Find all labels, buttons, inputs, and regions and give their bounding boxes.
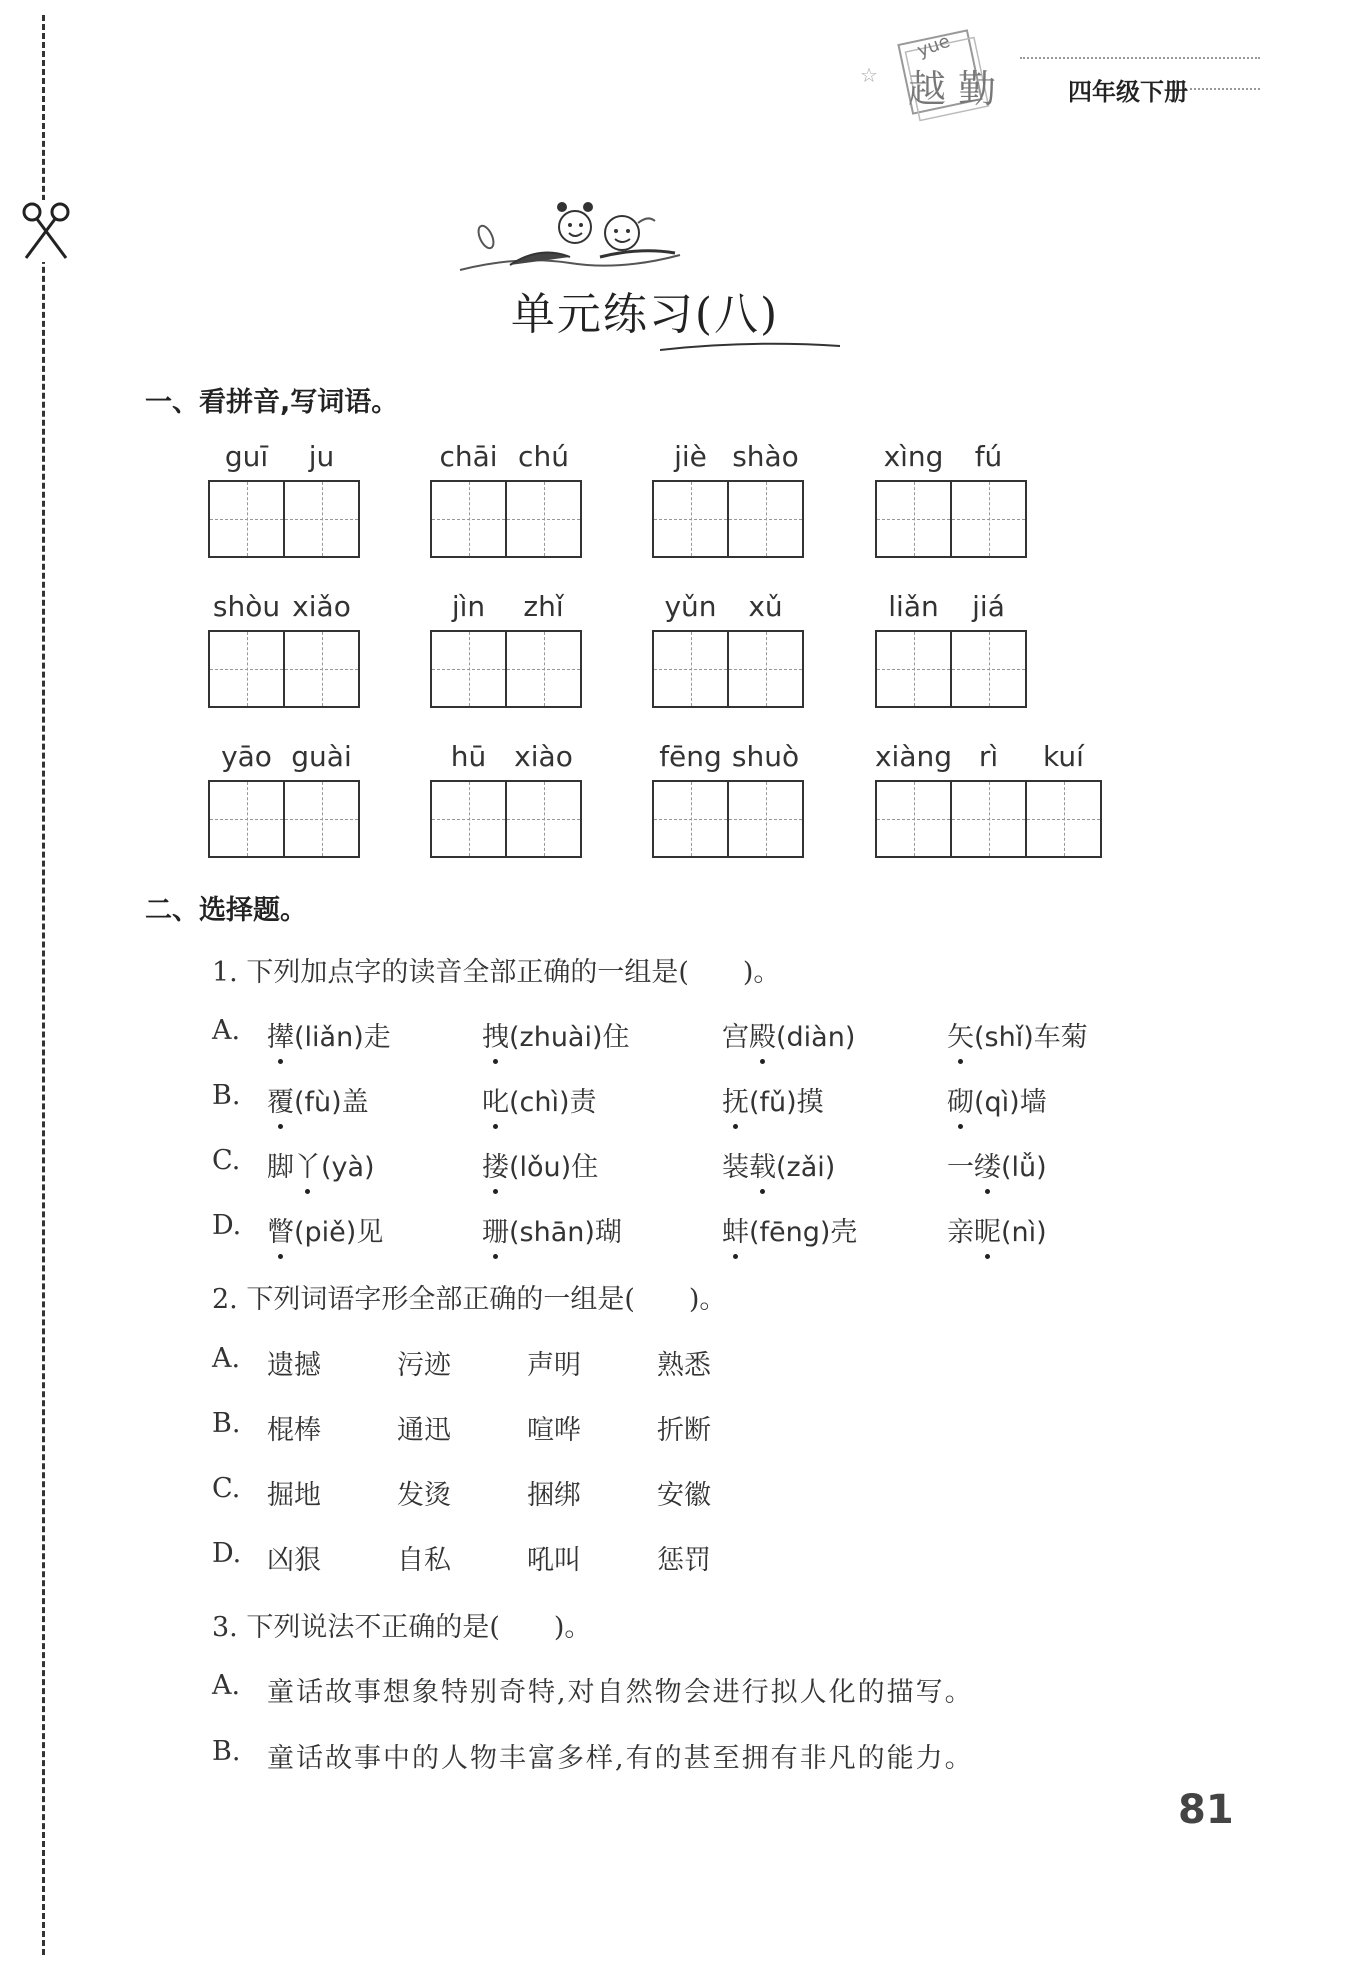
writing-box[interactable] <box>1025 780 1102 858</box>
children-illustration <box>450 185 690 285</box>
writing-box[interactable] <box>505 480 582 558</box>
q1-option-word: 撵(liǎn)走 <box>267 1015 391 1054</box>
writing-box[interactable] <box>430 480 507 558</box>
page-title: 单元练习(八) <box>510 289 780 340</box>
pinyin-syllable: jiá <box>972 590 1005 623</box>
writing-box[interactable] <box>283 630 360 708</box>
grade-label: 四年级下册 <box>1068 78 1188 106</box>
q2-option-word: 声明 <box>527 1350 581 1381</box>
pinyin-syllable: shào <box>732 440 799 473</box>
q1-option-word: 叱(chì)责 <box>482 1080 597 1119</box>
option-letter: C. <box>212 1473 241 1504</box>
q1-option-word: 瞥(piě)见 <box>267 1210 383 1249</box>
option-letter: B. <box>212 1080 241 1111</box>
writing-box[interactable] <box>950 480 1027 558</box>
section-1-heading: 一、看拼音,写词语。 <box>145 387 399 418</box>
q3-option-text: 童话故事中的人物丰富多样,有的甚至拥有非凡的能力。 <box>267 1743 974 1774</box>
q2-option-word: 凶狠 <box>267 1545 321 1576</box>
q2-option-word: 惩罚 <box>657 1545 711 1576</box>
writing-box[interactable] <box>727 480 804 558</box>
q1-option-word: 覆(fù)盖 <box>267 1080 369 1119</box>
q1-option-word: 一缕(lǚ) <box>947 1145 1047 1184</box>
pinyin-syllable: xìng <box>883 440 944 473</box>
q2-option-word: 自私 <box>397 1545 451 1576</box>
pinyin-syllable: rì <box>978 740 999 773</box>
pinyin-syllable: zhǐ <box>523 590 564 623</box>
writing-box[interactable] <box>875 780 952 858</box>
pinyin-syllable: xiǎo <box>292 590 351 623</box>
pinyin-syllable: xiàng <box>874 740 953 773</box>
option-letter: D. <box>212 1210 242 1241</box>
pinyin-syllable: fēng <box>659 740 722 773</box>
writing-box[interactable] <box>727 630 804 708</box>
question-1-stem: 1. 下列加点字的读音全部正确的一组是( )。 <box>212 957 781 988</box>
q1-option-word: 亲昵(nì) <box>947 1210 1047 1249</box>
pinyin-syllable: liǎn <box>888 590 939 623</box>
header-dotted-line <box>1020 57 1260 59</box>
question-2-stem: 2. 下列词语字形全部正确的一组是( )。 <box>212 1284 727 1315</box>
pinyin-syllable: jìn <box>451 590 486 623</box>
section-2-heading: 二、选择题。 <box>145 895 307 926</box>
q2-option-word: 安徽 <box>657 1480 711 1511</box>
scissors-icon <box>18 200 74 262</box>
q2-option-word: 棍棒 <box>267 1415 321 1446</box>
q2-option-word: 熟悉 <box>657 1350 711 1381</box>
pinyin-syllable: yǔn <box>664 590 717 623</box>
q1-option-word: 搂(lǒu)住 <box>482 1145 598 1184</box>
q1-option-word: 脚丫(yà) <box>267 1145 375 1184</box>
q1-option-word: 蚌(fēng)壳 <box>722 1210 857 1249</box>
option-letter: B. <box>212 1408 241 1439</box>
q1-option-word: 拽(zhuài)住 <box>482 1015 630 1054</box>
svg-text:☆: ☆ <box>860 63 878 87</box>
pinyin-syllable: shòu <box>212 590 281 623</box>
writing-box[interactable] <box>430 780 507 858</box>
writing-box[interactable] <box>208 780 285 858</box>
writing-box[interactable] <box>875 630 952 708</box>
q2-option-word: 喧哗 <box>527 1415 581 1446</box>
option-letter: A. <box>212 1015 241 1046</box>
brand-logo <box>850 22 1020 132</box>
header-dotted-line-2 <box>1190 88 1260 90</box>
pinyin-syllable: hū <box>450 740 487 773</box>
q2-option-word: 掘地 <box>267 1480 321 1511</box>
q2-option-word: 污迹 <box>397 1350 451 1381</box>
option-letter: D. <box>212 1538 242 1569</box>
pinyin-syllable: chāi <box>439 440 498 473</box>
option-letter: A. <box>212 1670 241 1701</box>
q1-option-word: 矢(shǐ)车菊 <box>947 1015 1088 1054</box>
pinyin-syllable: fú <box>974 440 1003 473</box>
pinyin-syllable: xiào <box>514 740 573 773</box>
q1-option-word: 砌(qì)墙 <box>947 1080 1047 1119</box>
option-letter: A. <box>212 1343 241 1374</box>
writing-box[interactable] <box>505 780 582 858</box>
writing-box[interactable] <box>652 780 729 858</box>
title-underline <box>660 340 840 354</box>
option-letter: C. <box>212 1145 241 1176</box>
q1-option-word: 珊(shān)瑚 <box>482 1210 622 1249</box>
q2-option-word: 遗撼 <box>267 1350 321 1381</box>
writing-box[interactable] <box>875 480 952 558</box>
writing-box[interactable] <box>283 480 360 558</box>
q2-option-word: 捆绑 <box>527 1480 581 1511</box>
brand-chars: 越 勤 <box>908 67 997 111</box>
writing-box[interactable] <box>505 630 582 708</box>
pinyin-syllable: ju <box>308 440 335 473</box>
q2-option-word: 发烫 <box>397 1480 451 1511</box>
pinyin-syllable: jiè <box>674 440 707 473</box>
pinyin-syllable: yāo <box>221 740 272 773</box>
writing-box[interactable] <box>652 480 729 558</box>
writing-box[interactable] <box>950 630 1027 708</box>
option-letter: B. <box>212 1736 241 1767</box>
q2-option-word: 吼叫 <box>527 1545 581 1576</box>
writing-box[interactable] <box>652 630 729 708</box>
q1-option-word: 宫殿(diàn) <box>722 1015 855 1054</box>
writing-box[interactable] <box>950 780 1027 858</box>
q3-option-text: 童话故事想象特别奇特,对自然物会进行拟人化的描写。 <box>267 1677 974 1708</box>
pinyin-syllable: guī <box>224 440 269 473</box>
pinyin-syllable: kuí <box>1043 740 1084 773</box>
writing-box[interactable] <box>727 780 804 858</box>
q2-option-word: 折断 <box>657 1415 711 1446</box>
pinyin-syllable: chú <box>518 440 569 473</box>
pinyin-syllable: guài <box>291 740 352 773</box>
q2-option-word: 通迅 <box>397 1415 451 1446</box>
question-3-stem: 3. 下列说法不正确的是( )。 <box>212 1612 592 1643</box>
q1-option-word: 抚(fǔ)摸 <box>722 1080 824 1119</box>
brand-pinyin: yue <box>914 30 953 62</box>
writing-box[interactable] <box>283 780 360 858</box>
writing-box[interactable] <box>430 630 507 708</box>
page-number: 81 <box>1178 1787 1234 1833</box>
writing-box[interactable] <box>208 630 285 708</box>
writing-box[interactable] <box>208 480 285 558</box>
pinyin-syllable: xǔ <box>748 590 783 623</box>
pinyin-syllable: shuò <box>731 740 800 773</box>
q1-option-word: 装载(zǎi) <box>722 1145 835 1184</box>
